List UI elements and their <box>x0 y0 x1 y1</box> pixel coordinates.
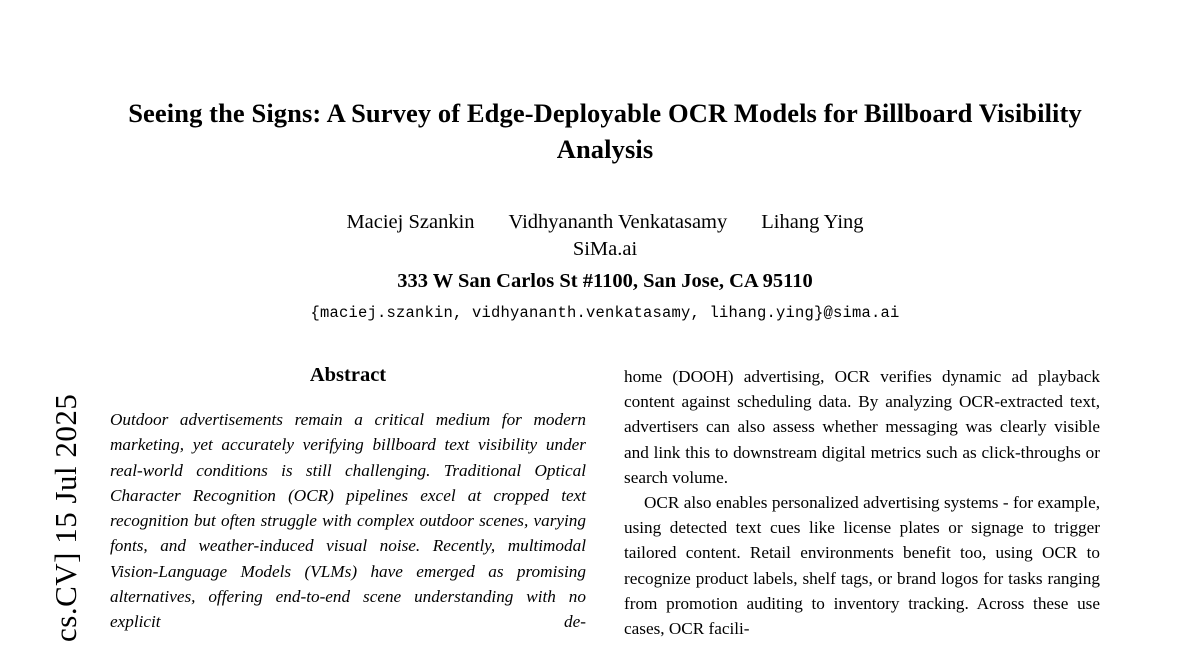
paper-page <box>110 0 1100 648</box>
author-name: Maciej Szankin <box>346 211 475 233</box>
affiliation: SiMa.ai <box>572 238 638 260</box>
author-name: Vidhyananth Venkatasamy <box>508 211 728 233</box>
left-column <box>110 364 586 641</box>
arxiv-stamp-text: cs.CV] 15 Jul 2025 <box>48 393 83 642</box>
two-column-body <box>110 364 1100 641</box>
arxiv-stamp <box>0 0 90 648</box>
page-title: Seeing the Signs: A Survey of Edge-Deployable OCR Models for Billboard Visibility Analysis <box>128 98 1082 164</box>
abstract-text: Outdoor advertisements remain a critical medium for modern marketing, yet accurately verifying billboard text visibility under real-world conditions is still challenging. Traditional Optical Character Recognition (OCR) pipelines excel at cropped text recognition but often struggle with complex outdoor scenes, varying fonts, and weather-induced visual noise. Recently, multimodal Vision-Language Models (VLMs) have emerged as promising alternatives, offering end-to-end scene understanding with no explicit de- <box>110 410 586 632</box>
body-paragraph: OCR also enables personalized advertising systems - for example, using detected text cues like license plates or signage to trigger tailored content. Retail environments benefit too, using OCR to recognize product labels, shelf tags, or brand logos for tasks ranging from promotion auditing to inventory tracking. Across these use cases, OCR facili- <box>624 492 1100 638</box>
right-column <box>624 364 1100 641</box>
author-names <box>110 211 1100 234</box>
body-paragraph: home (DOOH) advertising, OCR verifies dynamic ad playback content against scheduling data. By analyzing OCR-extracted text, advertisers can also assess whether messaging was clearly visible and link this to downstream digital metrics such as click-throughs or search volume. <box>624 367 1100 487</box>
email-list: {maciej.szankin, vidhyananth.venkatasamy, lihang.ying}@sima.ai <box>310 304 900 322</box>
address: 333 W San Carlos St #1100, San Jose, CA 95110 <box>397 270 813 292</box>
author-block <box>110 211 1100 322</box>
abstract-heading: Abstract <box>309 364 387 386</box>
author-name: Lihang Ying <box>761 211 864 233</box>
